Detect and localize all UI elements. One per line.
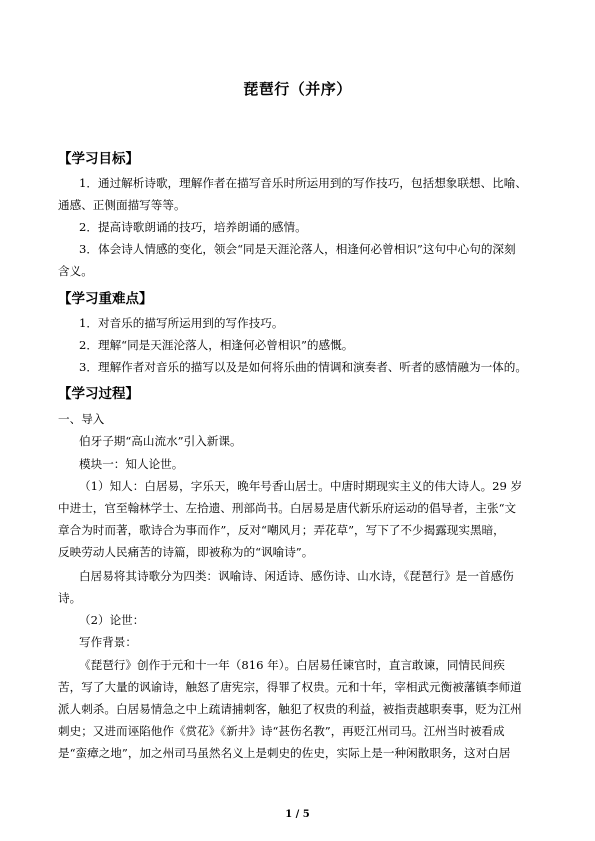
process-line: 白居易将其诗歌分为四类：讽喻诗、闲适诗、感伤诗、山水诗，《琵琶行》是一首感伤: [79, 569, 514, 583]
process-line: 写作背景：: [79, 635, 137, 649]
process-line: 派人刺杀。白居易情急之中上疏请捕刺客，触犯了权贵的利益，被指责越职奏事，贬为江州: [58, 702, 522, 716]
process-line: 一、导入: [58, 412, 105, 426]
process-line: 反映劳动人民痛苦的诗篇，即被称为的“讽喻诗”。: [58, 545, 314, 559]
objectives-line: 通感、正侧面描写等等。: [58, 198, 186, 212]
process-line: （1）知人：白居易，字乐天，晚年号香山居士。中唐时期现实主义的伟大诗人。29 岁: [79, 479, 523, 493]
key-points-line: 3．理解作者对音乐的描写以及是如何将乐曲的情调和演奏者、听者的感情融为一体的。: [79, 360, 527, 374]
process-line: 中进士，官至翰林学士、左拾遗、刑部尚书。白居易是唐代新乐府运动的倡导者，主张“文: [58, 501, 517, 515]
objectives-line: 3．体会诗人情感的变化，领会“同是天涯沦落人，相逢何必曾相识”这句中心句的深刻: [79, 242, 516, 256]
document-title: 琵琶行（并序）: [243, 80, 352, 98]
process-line: 刺史；又进而诬陷他作《赏花》《新井》诗“甚伤名教”，再贬江州司马。江州当时被看成: [58, 724, 505, 738]
process-line: 是“蛮瘴之地”，加之州司马虽然名义上是刺史的佐史，实际上是一种闲散职务，这对白居: [58, 746, 511, 760]
page-number: 1 / 5: [285, 809, 310, 820]
key-points-line: 1．对音乐的描写所运用到的写作技巧。: [79, 316, 284, 330]
key-points-line: 2．理解“同是天涯沦落人，相逢何必曾相识”的感慨。: [79, 338, 354, 352]
process-line: 章合为时而著，歌诗合为事而作”，反对“嘲风月；弄花草”，写下了不少揭露现实黑暗，: [58, 523, 505, 537]
process-line: 苦，写了大量的讽谕诗，触怒了唐宪宗，得罪了权贵。元和十年，宰相武元衡被藩镇李师道: [58, 680, 522, 694]
objectives-line: 含义。: [58, 264, 93, 278]
objectives-line: 2．提高诗歌朗诵的技巧，培养朗诵的感情。: [79, 220, 307, 234]
process-line: （2）论世：: [79, 613, 145, 627]
section-heading-process: 【学习过程】: [58, 386, 139, 402]
process-line: 模块一：知人论世。: [79, 457, 184, 471]
process-line: 《琵琶行》创作于元和十一年（816 年）。白居易任谏官时，直言敢谏，同情民间疾: [79, 658, 505, 672]
section-heading-objectives: 【学习目标】: [58, 151, 139, 167]
section-heading-key-points: 【学习重难点】: [58, 291, 153, 307]
process-line: 伯牙子期“高山流水”引入新课。: [79, 434, 242, 448]
process-line: 诗。: [58, 591, 82, 605]
objectives-line: 1．通过解析诗歌，理解作者在描写音乐时所运用到的写作技巧，包括想象联想、比喻、: [79, 176, 527, 190]
